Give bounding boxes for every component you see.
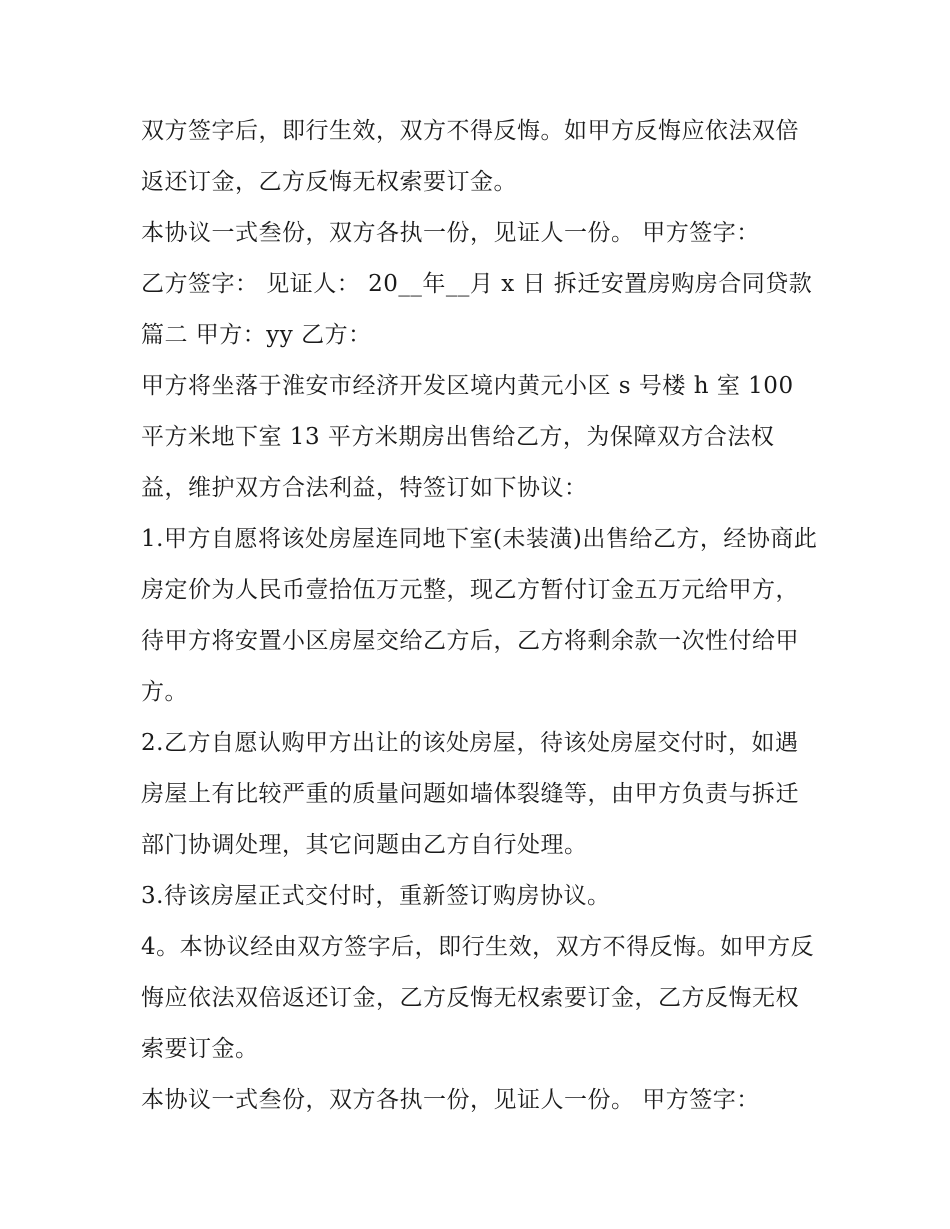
paragraph-7: 3.待该房屋正式交付时，重新签订购房协议。: [141, 883, 611, 909]
paragraph-4: 甲方将坐落于淮安市经济开发区境内黄元小区 s 号楼 h 室 100 平方米地下室 13 平方米期房出售给乙方，为保障双方合法权益，维护双方合法利益，特签订如下协议：: [141, 373, 794, 501]
paragraph-1: 双方签字后，即行生效，双方不得反悔。如甲方反悔应依法双倍返还订金，乙方反悔无权索要订金。: [141, 118, 799, 195]
paragraph-3: 乙方签字： 见证人： 20__年__月 x 日 拆迁安置房购房合同贷款篇二 甲方：yy 乙方：: [141, 271, 813, 348]
document-body: [141, 106, 821, 1126]
paragraph-2: 本协议一式叁份，双方各执一份，见证人一份。 甲方签字：: [141, 220, 760, 246]
paragraph-9: 本协议一式叁份，双方各执一份，见证人一份。 甲方签字：: [141, 1087, 760, 1113]
paragraph-8: 4。本协议经由双方签字后，即行生效，双方不得反悔。如甲方反悔应依法双倍返还订金，乙方反悔无权索要订金，乙方反悔无权索要订金。: [141, 934, 815, 1062]
paragraph-5: 1.甲方自愿将该处房屋连同地下室(未装潢)出售给乙方，经协商此房定价为人民币壹拾伍万元整，现乙方暂付订金五万元给甲方，待甲方将安置小区房屋交给乙方后，乙方将剩余款一次性付给甲方。: [141, 526, 818, 705]
paragraph-6: 2.乙方自愿认购甲方出让的该处房屋，待该处房屋交付时，如遇房屋上有比较严重的质量问题如墙体裂缝等，由甲方负责与拆迁部门协调处理，其它问题由乙方自行处理。: [141, 730, 799, 858]
